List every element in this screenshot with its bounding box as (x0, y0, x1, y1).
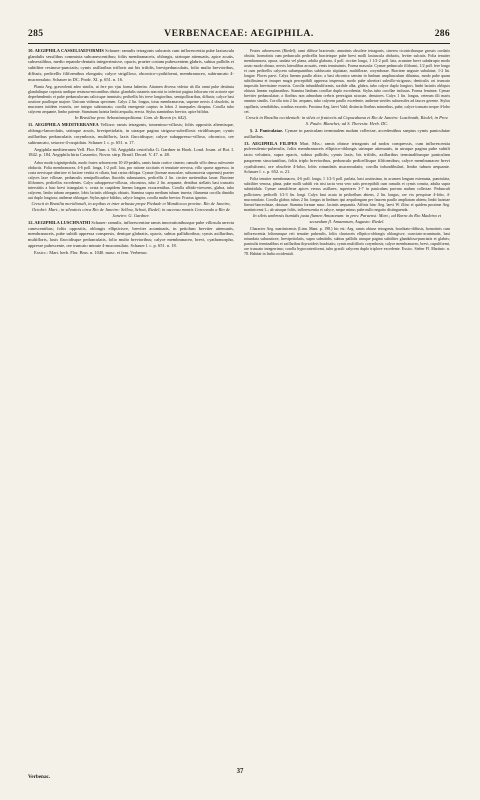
paragraph-heading: 10. AEGIPHILA CASSELIAEFORMIS (28, 48, 104, 53)
paragraph-text: Crescit in Brasilia occidentali: in silvis et fruticetis ad Copacabana et Rio de Janeiro: Luschnath, Riedel; in Prov. S. Paulo: Blanchet; ad S. Theresia: Herb. DC. (245, 115, 449, 126)
paragraph-heading: 12. AEGIPHILA LUSCHNATHI (28, 219, 91, 225)
paragraph (244, 226, 450, 256)
paragraph (244, 176, 450, 211)
paragraph-heading: §. 2. Paniculatae. (250, 127, 284, 133)
paragraph (28, 220, 234, 249)
right-page-number: 286 (434, 28, 450, 39)
paragraph-text: Schauer: ramulis, inflorescentiae ramis innovationibusque pube villosula arrecta canescentibus; foliis oppositis, oblongis ellipticisve, breviter acuminatis, in petiolum breviter attenuatis, membranaceis, pube subtili appressa conspersis, denique glabratis, opacis, subtus pallidioribus; cymis axillaribus, multifloris, laxis flaccidisque pedunculatis, folio multo brevioribus; calyce membranaceo, brevi, cyathomorpho, appresse pubescente, ore truncato minute 4-mucronulato. Schauer l. c. p. 651. n. 18. (28, 219, 234, 248)
paragraph-text: Arbor modo trigintipedalis, modo frutex arborescens 10-20-pedalis, ramis basin cortice cinereo, ramulis villo denso rufescente obductis. Folia membranacea, 4-6 poll. longa, 1-2 poll. lata, pro ratione siccitatis et tenuitate nervosa, villo sparse appresso, in costa nervisque uberiore et laxiore vestita et ciliata, basi rarius obliqua. Cymae (formae masculae, subsomoecia supremis) praeter calyces laxe villosae, pedunculis semipollicaribus flaccidis subnutantes, pedicellis 2 lin. circiter metientibus laxae. Bracteae filiformes, pedicellos excedentes. Calyx subappresso-villosus, obconicus, tubo 2 lin. aequante, dentibus stellatis basi truncatis interstitiis a basi brevi triangulari v. ovata in cuspidem lineam longam excurrentibus. Corolla albido-virescens, glabra, tubo calycem, limbo tubum aequante, lobis laciniis oblongis obtusis. Stamina supra medium tubum inserta; filamenta corolla dimidio aut duplo longiora; antherae oblongae. Stylus apice bifidus, calyce longior, corolla multo brevior. Fructus ignotus. (28, 159, 234, 200)
right-column (244, 48, 450, 770)
paragraph-text: In Brasiliae prov. Sebastianopolitana: Com. de Ruvon (n. 642). (74, 115, 188, 121)
paragraph (244, 213, 450, 224)
paragraph-text: Frutex arborescens (Riedel); rami diffuse bracteatis: annotinis obsolete tetragonis, cinerea cicatricibusque grossis cordatis obsitis; hornotinis cum pedunculis pedicellis bracteisque pube brevi molli laxiuscula obductis, leviter sulcatis. Folia tenuiter membranacea, opaca, undata vel plana, adulta glabrata, 4 poll. circiter longa, 1 1/2-2 poll. lata, acumine brevi subabrupto modo acuto modo obtuso, nervis lateralibus arcuatis, venis tenuissimis. Forma mascula: Cymae pedunculo filiformi, 1/2 poll. fere longo et cum pedicellis calycem subaequantibus subfuscato stipitatae, multiflorae, corymbosae. Bracteae anguste subulatae, 1-2 lin. longae. Flores parvi. Calyx lineam paullo altior, a basi obconica sensim in limbum ampliusculum dilatatus, modo pube quam subtilissima et insuper magis perceptibili appressa inspersus, modo pube ubertiori subvillo-strigosus; denticulis ori truncato impositis brevissime exsertis. Corolla infundibuliformis, sordide alba, glabra, tubo calyce duplo longiori, limbi laciniis obliquis obtusis lineam explanatibus. Stamina limbum corollae duplo excedentia. Stylus tubo corollae inclusus. Forma feminea: Cymae breviter pedunculatae, a floribus non admodum crebris perexiguis structae, densiores. Calyx 1 lin. longus, ceterum illi maris omnino similis. Corolla tota 2 lin. aequans, tubo calycem paullo excedente, antherae steriles subsessiles ad fauces gerente. Stylus capillaris, semibifidus, cruribus exsertis. Proxima Aeg. laevi Vahl; distincta floribus minoribus, pube, calyce truncato neque 4-lobo cet. (244, 48, 450, 114)
paragraph-text: Schauer: ramulis tetragonis subcanis cum inflorescentia pube laxiuscula glandulis sessilibus commixta subcanescentibus; foliis membranaceis, oblongis, utrinque attenuatis, apice acutis, subsessilibus, medio repando-dentatis integerrimisve, opacis, praeter costam pubescentem glabris, subtus pallidis et subtiliter resinoso-punctatis; cymis axillaribus trifloris aut bis trifidis, brevipedunculatis, folio multo brevioribus, diffusis; pedicellis filiformibus elongatis; calyce strigilloso, obconico-cyathiformi, membranaceo, subtruncato 4-mucronulato. Schauer in DC. Prodr. XI. p. 651. n. 16. (28, 48, 234, 82)
paragraph-text: Mart. Mss.: ramis obtuse tetragonis ad nodos compressis, cum inflorescentia pulverulento-puberulis, foliis membranaceis elliptico-oblongis utrinque attenuatis, in utraque pagina pube subtili tactu velutinis, supra opacis, subtus pallidis; cymis laxis, bis trifidis, axillaribus terminalibusque paniculam pauperem structantibus, foliis triplo brevioribus, pedunculo pedicellisque filiformibus; calyce membranaceo brevi cyathiformi, ore obsolete 4-lobo, lobis rotundatis mucronulatis; corolla infundibulari, limbo tubum aequante. Schauer l. c. p. 652. n. 21. (244, 140, 450, 175)
paragraph-text: Vellozo: ramis tetragonis, tomentoso-villosis; foliis oppositis alternisque, oblongo-lanceolatis, utrinque acutis, brevipetiolatis, in utraque pagina strigoso-subvillosis viridibusque; cymis axillaribus pedunculatis corymbosis, multifloris, laxis flaccidisque; calyce subappresso-villoso, obconico, ore subtruncato, setaceo-4-cuspidato. Schauer l. c. p. 651. n. 17. (28, 122, 234, 145)
paragraph (244, 115, 450, 126)
paragraph-heading: 13. AEGIPHILA FILIPES (244, 140, 298, 146)
paragraph (28, 48, 234, 82)
paragraph-text: Cymae in paniculam terminalem nudam collectae, accedentibus saepius cymis paniculatae axillaribus. (244, 127, 450, 139)
left-page-number: 285 (28, 28, 44, 39)
paragraph (28, 147, 234, 158)
paragraph-text: Exsicc.: Mart. herb. Flor. Bras. n. 1040. masc. et fem. Verbenac. (34, 249, 148, 255)
paragraph (244, 128, 450, 139)
sheet-number: 37 (236, 768, 244, 775)
running-header (28, 28, 450, 39)
paragraph (28, 201, 234, 218)
paragraph (28, 250, 234, 256)
paragraph-text: In silvis umbrosis humidis juxta flumen Amazonum: in prov. Paraensi: Mart.; ad Barra do Rio Madeira et secundum fl. Amazonum, Augusto: Riedel. (252, 213, 442, 224)
paragraph (244, 48, 450, 114)
paragraph-text: Planta Aeg. graveolenti adeo similis, ut fere pro ejus forma haberim. Attamen diversa videtur ab illa omni pube destituta glandulisque copiosis undique resinoso-micantibus obsita: glandulis cutaneis non nisi in inferiori pagina foliorum viri acriorie ope deprehendentis et pube pedunculorum calicisque immixtis; pedicellis bis terve longioribus, semipollicaribus, diffusis; calyce basi acutiore paulloque majore. Unicum vidimus specimen. Calyx 2 lin. longus, totus membranaceus, superne nervis 4 obsoletis, in mucrones totidem exsertis, ore integro subtruncato, corolla emergente carpius in lobos 2 inaequales diruptus. Corolla tubo calycem aequante, limbo patente. Staminum lacinia limbi aequalia, erecta. Stylus staminibus brevior, apice bifidus. (28, 83, 234, 114)
paragraph (28, 115, 234, 121)
text-columns (28, 48, 450, 770)
signature-mark: Verbenac. (28, 774, 51, 780)
paragraph-text: Aegiphila mediterranea Vell. Flor. Flum. t. 94. Aegiphila cestrifolia G. Gardner in Hook. Lond. Journ. of Bot. I. 1842. p. 184. Aegiphila hirta Casaretto, Novar. stirp. Brasil. Decad. V. 47. n. 48. (28, 146, 234, 158)
header-rule (28, 43, 450, 44)
paragraph (28, 160, 234, 200)
paragraph (28, 122, 234, 145)
paragraph (244, 141, 450, 175)
paragraph-text: Character Aeg. martinicensis (Linn. Mant. p. 198.) hic est: Aeg. ramis obtuse tetragonis, brachiato-diffusis, hornotinis cum inflorescentia foliorumque reti tenuiter puberulis, foliis chartaceis elliptico-oblongis oblongisve, coarctato-acuminatis, basi rotundata subacutiore, brevipetiolatis, supra subnitidis, subtus pallidis utraque pagina subtiliter glandulosa-punctatis et glabris; paniculis terminalibus et axillaribus thyrsoideis brachiatis; cymis multifloris corymbosis; calyce membranaceo, brevi, cupuliformi, ore truncato integerrimo; corolla hypocrateriformi, tubo gracili calycem duplo triplove excedente. Exsicc. Sieber Fl. Martinic. n. 78. Habitat in India occidentali. (244, 225, 450, 257)
paragraph (28, 84, 234, 114)
paragraph-text: Folia tenuiter membranacea, 4-6 poll. longa, 1 1/2-3 poll. parlata, basi acutissima, in acumen longum extenuata, punctulata, subtiliter venosa, plana, pube molli subtili vix nisi tactu vera vero satis perceptibili cum ramulis et cymis consita, adulta supra subnitidula. Cymae ramuliferae apices versus axillares; superiores 3-7 in paniculam parvam nudam collectae. Pedunculi polliciares; pedicelli 1/2-3 lin. longi. Calyx basi acuta in pedicellum abiens, 2 lin. longus, ore vix perspicue 4-lobo, 4-mucronulato. Corolla glabra; tubus 2 lin. longus in limbum ipsi aequilongum per faucem paullo ampliatam abiens; limbi laciniae lineari-lanceolatae, obtusae. Stamina formae masc. laciniis aequantia. Affinis hinc Aeg. laevi W. illinc et quidem proxime Aeg. martinicensi L.; ab utraque foliis, inflorescentia et calyce, neque minus pube nullo negotio distinguenda. (244, 176, 450, 212)
paragraph-heading: 11. AEGIPHILA MEDITERRANEA (28, 122, 99, 128)
paragraph-text: Crescit in Brasilia meridionali, in sepibus et inter arbusta prope Piedade et Mandiocca provinc. Rio de Janeiro, Octobri: Mart.; in silvaticis circa Rio de Janeiro: Sellow, Schott, Riedel; in ascensu montis Corcovado a Rio de Janeiro: G. Gardner. (31, 201, 231, 218)
left-column (28, 48, 234, 770)
running-title: VERBENACEAE: AEGIPHILA. (164, 28, 314, 39)
